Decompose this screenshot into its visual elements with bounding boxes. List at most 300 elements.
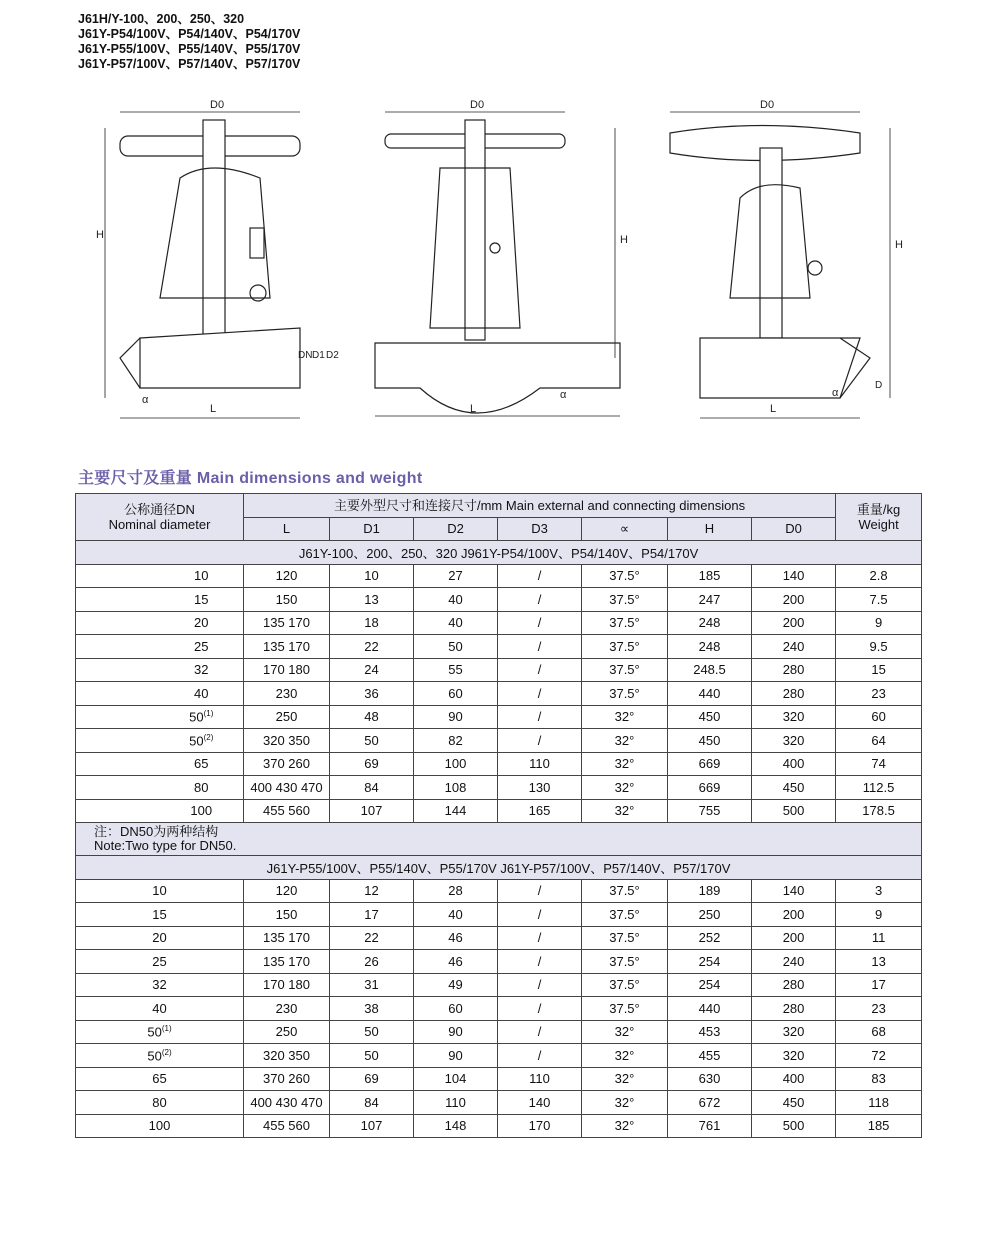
cell-h: 453 xyxy=(668,1020,752,1044)
cell-d0: 280 xyxy=(752,682,836,706)
cell-l: 250 xyxy=(244,1020,330,1044)
dn-value: 20 xyxy=(152,930,167,946)
table-row xyxy=(76,705,922,729)
cell-weight: 83 xyxy=(836,1067,922,1091)
col-alpha: ∝ xyxy=(582,517,668,541)
dn-cell xyxy=(160,682,244,706)
cell-l: 400 430 470 xyxy=(244,1091,330,1115)
dn-cell xyxy=(76,903,244,927)
cell-d0: 200 xyxy=(752,903,836,927)
label-d0-2: D0 xyxy=(470,99,485,111)
dn-spacer xyxy=(76,564,160,588)
cell-d0: 320 xyxy=(752,705,836,729)
cell-d1: 22 xyxy=(330,635,414,659)
dn-value: 40 xyxy=(152,1000,167,1016)
dn-value: 100 xyxy=(190,803,213,819)
dn-cell xyxy=(160,729,244,753)
cell-d2: 55 xyxy=(414,658,498,682)
dn-value: 20 xyxy=(194,615,209,631)
band-2: J61Y-P55/100V、P55/140V、P55/170V J61Y-P57/100V、P57/140V、P57/170V xyxy=(76,856,922,880)
cell-d2: 28 xyxy=(414,879,498,903)
cell-d2: 50 xyxy=(414,635,498,659)
dn-value: 15 xyxy=(152,906,167,922)
dn-value: 15 xyxy=(194,591,209,607)
dn-value: 10 xyxy=(152,883,167,899)
cell-d1: 107 xyxy=(330,799,414,823)
cell-d1: 107 xyxy=(330,1114,414,1138)
table-row xyxy=(76,658,922,682)
label-l-1: L xyxy=(210,403,217,415)
table-row xyxy=(76,1114,922,1138)
model-line-1: J61H/Y-100、200、250、320 xyxy=(78,12,245,26)
cell-d1: 12 xyxy=(330,879,414,903)
cell-alpha: 32° xyxy=(582,705,668,729)
table-row xyxy=(76,776,922,800)
cell-h: 672 xyxy=(668,1091,752,1115)
cell-d1: 50 xyxy=(330,729,414,753)
cell-d3: / xyxy=(498,926,582,950)
table-row xyxy=(76,588,922,612)
cell-weight: 11 xyxy=(836,926,922,950)
cell-d1: 36 xyxy=(330,682,414,706)
note xyxy=(76,823,922,856)
cell-weight: 9 xyxy=(836,611,922,635)
cell-d3: 110 xyxy=(498,1067,582,1091)
model-list xyxy=(78,12,300,72)
cell-weight: 13 xyxy=(836,950,922,974)
dn-value: 32 xyxy=(194,662,209,678)
cell-d0: 320 xyxy=(752,1020,836,1044)
col-d3: D3 xyxy=(498,517,582,541)
cell-d0: 450 xyxy=(752,1091,836,1115)
cell-alpha: 32° xyxy=(582,1044,668,1068)
dn-spacer xyxy=(76,752,160,776)
cell-d2: 110 xyxy=(414,1091,498,1115)
cell-d1: 48 xyxy=(330,705,414,729)
dn-value: 80 xyxy=(194,779,209,795)
header-group: 主要外型尺寸和连接尺寸/mm Main external and connecting dimensions xyxy=(244,494,836,518)
table-row xyxy=(76,879,922,903)
cell-d1: 50 xyxy=(330,1044,414,1068)
dn-cell xyxy=(160,611,244,635)
cell-d1: 69 xyxy=(330,752,414,776)
model-line-3: J61Y-P55/100V、P55/140V、P55/170V xyxy=(78,42,301,56)
cell-d1: 84 xyxy=(330,776,414,800)
cell-h: 669 xyxy=(668,752,752,776)
band-row-2 xyxy=(76,856,922,880)
note-row xyxy=(76,823,922,856)
cell-alpha: 37.5° xyxy=(582,588,668,612)
header-weight xyxy=(836,494,922,541)
note-en: Note:Two type for DN50. xyxy=(94,838,237,853)
table-row xyxy=(76,1044,922,1068)
cell-d3: / xyxy=(498,611,582,635)
cell-d0: 140 xyxy=(752,879,836,903)
table-row xyxy=(76,950,922,974)
dn-spacer xyxy=(76,776,160,800)
cell-d2: 40 xyxy=(414,903,498,927)
dn-cell xyxy=(76,1020,244,1044)
cell-l: 320 350 xyxy=(244,1044,330,1068)
dn-value: 25 xyxy=(194,638,209,654)
label-h-1: H xyxy=(96,229,104,241)
dn-spacer xyxy=(76,635,160,659)
valve-drawing-3 xyxy=(670,112,890,418)
cell-weight: 185 xyxy=(836,1114,922,1138)
cell-d0: 240 xyxy=(752,635,836,659)
dn-footnote: (2) xyxy=(161,1047,172,1057)
cell-d2: 148 xyxy=(414,1114,498,1138)
cell-d1: 69 xyxy=(330,1067,414,1091)
cell-d0: 400 xyxy=(752,752,836,776)
table-row xyxy=(76,682,922,706)
label-alpha-1: α xyxy=(142,394,149,406)
table-row xyxy=(76,1091,922,1115)
cell-weight: 7.5 xyxy=(836,588,922,612)
cell-d0: 280 xyxy=(752,973,836,997)
cell-alpha: 32° xyxy=(582,776,668,800)
cell-h: 254 xyxy=(668,950,752,974)
cell-weight: 64 xyxy=(836,729,922,753)
dn-spacer xyxy=(76,658,160,682)
cell-weight: 118 xyxy=(836,1091,922,1115)
cell-d0: 140 xyxy=(752,564,836,588)
dn-spacer xyxy=(76,799,160,823)
model-line-2: J61Y-P54/100V、P54/140V、P54/170V xyxy=(78,27,301,41)
dimensions-table xyxy=(75,493,922,1138)
cell-d3: / xyxy=(498,729,582,753)
cell-weight: 23 xyxy=(836,997,922,1021)
cell-alpha: 32° xyxy=(582,729,668,753)
cell-d2: 27 xyxy=(414,564,498,588)
cell-alpha: 37.5° xyxy=(582,903,668,927)
cell-d1: 24 xyxy=(330,658,414,682)
dn-cell xyxy=(160,564,244,588)
label-d0-3: D0 xyxy=(760,99,775,111)
cell-d1: 22 xyxy=(330,926,414,950)
cell-alpha: 37.5° xyxy=(582,682,668,706)
label-d0-1: D0 xyxy=(210,99,225,111)
cell-weight: 60 xyxy=(836,705,922,729)
dn-cell xyxy=(76,997,244,1021)
table-row xyxy=(76,564,922,588)
valve-drawing-1 xyxy=(105,112,300,418)
dn-cell xyxy=(160,588,244,612)
cell-weight: 17 xyxy=(836,973,922,997)
dn-cell xyxy=(160,776,244,800)
dn-spacer xyxy=(76,729,160,753)
cell-d0: 280 xyxy=(752,997,836,1021)
table-row xyxy=(76,926,922,950)
dn-value: 50 xyxy=(189,732,204,748)
cell-d3: / xyxy=(498,1020,582,1044)
cell-weight: 112.5 xyxy=(836,776,922,800)
cell-d2: 60 xyxy=(414,997,498,1021)
cell-h: 630 xyxy=(668,1067,752,1091)
cell-d1: 18 xyxy=(330,611,414,635)
dn-cell xyxy=(76,973,244,997)
label-h-3: H xyxy=(895,239,903,251)
cell-d0: 200 xyxy=(752,926,836,950)
dn-cell xyxy=(76,879,244,903)
cell-d2: 40 xyxy=(414,611,498,635)
cell-d2: 90 xyxy=(414,1044,498,1068)
dn-value: 65 xyxy=(152,1071,167,1087)
dn-value: 50 xyxy=(147,1024,162,1040)
cell-weight: 9 xyxy=(836,903,922,927)
cell-d1: 17 xyxy=(330,903,414,927)
cell-d3: / xyxy=(498,950,582,974)
cell-d3: 130 xyxy=(498,776,582,800)
cell-d2: 144 xyxy=(414,799,498,823)
cell-l: 320 350 xyxy=(244,729,330,753)
cell-h: 248 xyxy=(668,635,752,659)
dn-footnote: (1) xyxy=(203,709,214,719)
cell-d0: 400 xyxy=(752,1067,836,1091)
cell-d3: / xyxy=(498,705,582,729)
cell-alpha: 32° xyxy=(582,1020,668,1044)
cell-l: 455 560 xyxy=(244,799,330,823)
cell-d2: 100 xyxy=(414,752,498,776)
table-body xyxy=(76,541,922,1138)
header-weight-en: Weight xyxy=(858,517,899,532)
cell-alpha: 32° xyxy=(582,799,668,823)
cell-d1: 26 xyxy=(330,950,414,974)
cell-h: 248 xyxy=(668,611,752,635)
table-row xyxy=(76,1020,922,1044)
cell-d1: 13 xyxy=(330,588,414,612)
cell-d3: / xyxy=(498,973,582,997)
cell-d2: 46 xyxy=(414,950,498,974)
cell-weight: 178.5 xyxy=(836,799,922,823)
cell-h: 247 xyxy=(668,588,752,612)
cell-d2: 49 xyxy=(414,973,498,997)
cell-alpha: 37.5° xyxy=(582,879,668,903)
dn-cell xyxy=(160,799,244,823)
cell-d1: 38 xyxy=(330,997,414,1021)
cell-d3: / xyxy=(498,658,582,682)
dn-cell xyxy=(160,752,244,776)
cell-d0: 500 xyxy=(752,799,836,823)
cell-l: 400 430 470 xyxy=(244,776,330,800)
cell-h: 450 xyxy=(668,705,752,729)
cell-l: 455 560 xyxy=(244,1114,330,1138)
cell-alpha: 37.5° xyxy=(582,658,668,682)
cell-weight: 2.8 xyxy=(836,564,922,588)
cell-l: 370 260 xyxy=(244,1067,330,1091)
label-d2: D2 xyxy=(326,350,339,361)
cell-d2: 104 xyxy=(414,1067,498,1091)
cell-d3: / xyxy=(498,997,582,1021)
cell-weight: 23 xyxy=(836,682,922,706)
label-alpha-2: α xyxy=(560,389,567,401)
cell-alpha: 32° xyxy=(582,1091,668,1115)
cell-alpha: 37.5° xyxy=(582,611,668,635)
label-l-2: L xyxy=(470,403,477,415)
table-row xyxy=(76,973,922,997)
cell-d3: / xyxy=(498,903,582,927)
cell-d1: 50 xyxy=(330,1020,414,1044)
dn-footnote: (1) xyxy=(161,1024,172,1034)
dn-cell xyxy=(76,950,244,974)
table-row xyxy=(76,752,922,776)
cell-d2: 60 xyxy=(414,682,498,706)
table-row xyxy=(76,635,922,659)
table-row xyxy=(76,799,922,823)
label-h-2: H xyxy=(620,234,628,246)
cell-d3: 110 xyxy=(498,752,582,776)
dn-cell xyxy=(76,1067,244,1091)
cell-h: 252 xyxy=(668,926,752,950)
cell-d3: / xyxy=(498,682,582,706)
cell-weight: 9.5 xyxy=(836,635,922,659)
cell-alpha: 37.5° xyxy=(582,973,668,997)
cell-l: 150 xyxy=(244,588,330,612)
band-1: J61Y-100、200、250、320 J961Y-P54/100V、P54/140V、P54/170V xyxy=(76,541,922,565)
cell-h: 761 xyxy=(668,1114,752,1138)
cell-d0: 200 xyxy=(752,611,836,635)
dn-value: 40 xyxy=(194,685,209,701)
col-d2: D2 xyxy=(414,517,498,541)
label-d: D xyxy=(875,380,883,391)
cell-h: 250 xyxy=(668,903,752,927)
cell-l: 135 170 xyxy=(244,950,330,974)
cell-d2: 90 xyxy=(414,1020,498,1044)
cell-d1: 84 xyxy=(330,1091,414,1115)
cell-d3: 140 xyxy=(498,1091,582,1115)
cell-d3: / xyxy=(498,588,582,612)
valve-drawings-svg xyxy=(60,98,940,438)
cell-l: 120 xyxy=(244,564,330,588)
table-row xyxy=(76,997,922,1021)
cell-d2: 82 xyxy=(414,729,498,753)
label-alpha-3: α xyxy=(832,387,839,399)
dn-value: 32 xyxy=(152,977,167,993)
cell-d1: 10 xyxy=(330,564,414,588)
col-l: L xyxy=(244,517,330,541)
cell-h: 440 xyxy=(668,997,752,1021)
table-row xyxy=(76,903,922,927)
cell-l: 135 170 xyxy=(244,926,330,950)
cell-d3: / xyxy=(498,1044,582,1068)
dn-value: 10 xyxy=(194,568,209,584)
cell-weight: 72 xyxy=(836,1044,922,1068)
header-weight-cn: 重量/kg xyxy=(856,502,901,517)
label-dn: DN xyxy=(298,350,313,361)
cell-l: 135 170 xyxy=(244,635,330,659)
cell-d3: 170 xyxy=(498,1114,582,1138)
dn-cell xyxy=(76,926,244,950)
label-d1: D1 xyxy=(312,350,325,361)
valve-drawings xyxy=(60,98,940,438)
cell-h: 440 xyxy=(668,682,752,706)
cell-d0: 240 xyxy=(752,950,836,974)
cell-d0: 200 xyxy=(752,588,836,612)
cell-d1: 31 xyxy=(330,973,414,997)
valve-drawing-2 xyxy=(375,112,620,416)
cell-d2: 46 xyxy=(414,926,498,950)
cell-d0: 280 xyxy=(752,658,836,682)
label-l-3: L xyxy=(770,403,777,415)
dn-value: 80 xyxy=(152,1094,167,1110)
dn-cell xyxy=(160,635,244,659)
cell-d3: / xyxy=(498,879,582,903)
cell-l: 230 xyxy=(244,682,330,706)
cell-d2: 108 xyxy=(414,776,498,800)
dn-cell xyxy=(160,658,244,682)
cell-d2: 90 xyxy=(414,705,498,729)
table-row xyxy=(76,1067,922,1091)
cell-weight: 68 xyxy=(836,1020,922,1044)
cell-d0: 320 xyxy=(752,1044,836,1068)
cell-alpha: 37.5° xyxy=(582,635,668,659)
cell-h: 450 xyxy=(668,729,752,753)
dn-cell xyxy=(76,1091,244,1115)
cell-h: 455 xyxy=(668,1044,752,1068)
cell-d0: 320 xyxy=(752,729,836,753)
table-row xyxy=(76,729,922,753)
cell-l: 150 xyxy=(244,903,330,927)
cell-d2: 40 xyxy=(414,588,498,612)
cell-weight: 15 xyxy=(836,658,922,682)
cell-alpha: 32° xyxy=(582,1067,668,1091)
cell-d3: 165 xyxy=(498,799,582,823)
cell-l: 170 180 xyxy=(244,973,330,997)
dn-cell xyxy=(76,1114,244,1138)
dn-spacer xyxy=(76,588,160,612)
cell-h: 189 xyxy=(668,879,752,903)
cell-alpha: 37.5° xyxy=(582,950,668,974)
note-cn: 注：DN50为两种结构 xyxy=(94,824,219,839)
cell-weight: 74 xyxy=(836,752,922,776)
header-dn-cn: 公称通径DN xyxy=(124,502,195,517)
dn-spacer xyxy=(76,611,160,635)
cell-l: 370 260 xyxy=(244,752,330,776)
col-h: H xyxy=(668,517,752,541)
cell-d3: / xyxy=(498,635,582,659)
cell-h: 248.5 xyxy=(668,658,752,682)
header-dn-en: Nominal diameter xyxy=(108,517,211,532)
dn-cell xyxy=(76,1044,244,1068)
dn-spacer xyxy=(76,705,160,729)
cell-h: 755 xyxy=(668,799,752,823)
cell-d3: / xyxy=(498,564,582,588)
cell-alpha: 37.5° xyxy=(582,926,668,950)
cell-weight: 3 xyxy=(836,879,922,903)
cell-d0: 450 xyxy=(752,776,836,800)
cell-l: 170 180 xyxy=(244,658,330,682)
cell-alpha: 37.5° xyxy=(582,997,668,1021)
cell-l: 230 xyxy=(244,997,330,1021)
dn-value: 50 xyxy=(147,1047,162,1063)
dn-value: 25 xyxy=(152,953,167,969)
cell-alpha: 32° xyxy=(582,1114,668,1138)
header-dn xyxy=(76,494,244,541)
cell-h: 185 xyxy=(668,564,752,588)
col-d0: D0 xyxy=(752,517,836,541)
cell-h: 669 xyxy=(668,776,752,800)
cell-l: 120 xyxy=(244,879,330,903)
cell-alpha: 32° xyxy=(582,752,668,776)
col-d1: D1 xyxy=(330,517,414,541)
dn-spacer xyxy=(76,682,160,706)
dn-footnote: (2) xyxy=(203,732,214,742)
cell-l: 135 170 xyxy=(244,611,330,635)
cell-h: 254 xyxy=(668,973,752,997)
model-line-4: J61Y-P57/100V、P57/140V、P57/170V xyxy=(78,57,301,71)
dn-cell xyxy=(160,705,244,729)
cell-d0: 500 xyxy=(752,1114,836,1138)
